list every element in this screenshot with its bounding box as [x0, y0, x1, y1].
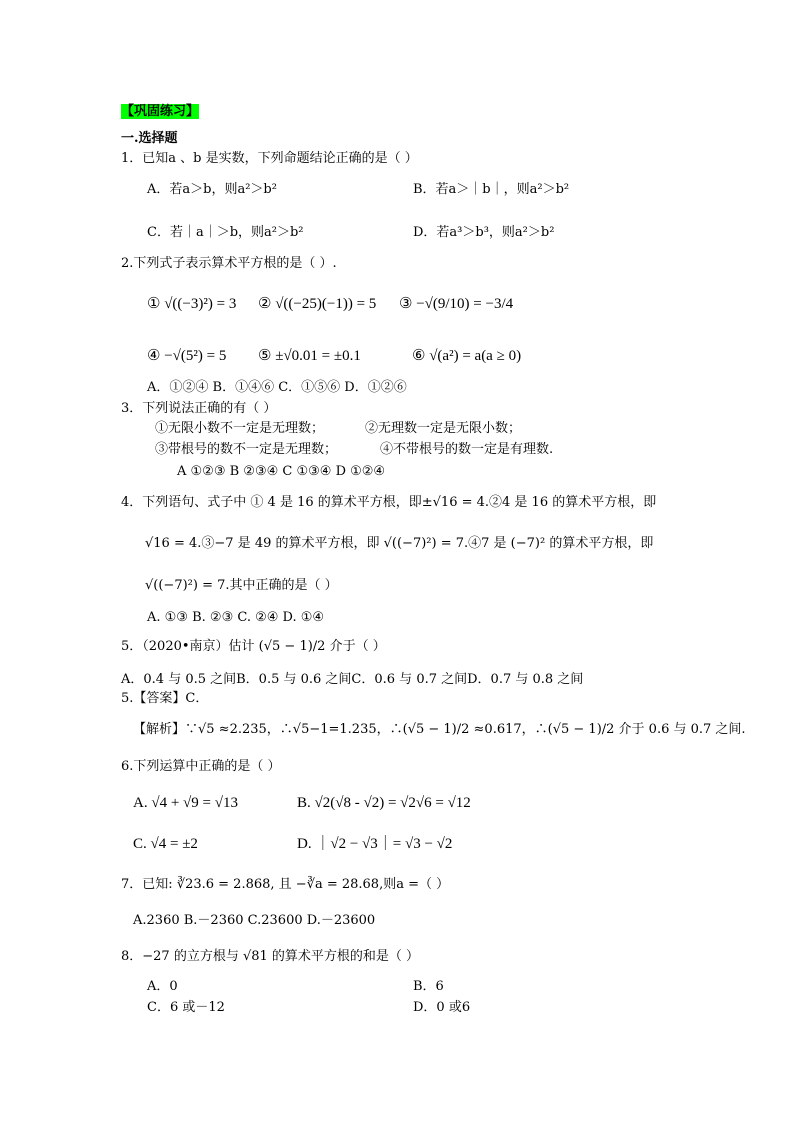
q4-options: A. ①③ B. ②③ C. ②④ D. ①④ — [147, 610, 325, 625]
q6-option-b: B. √2(√8 - √2) = √2√6 = √12 — [297, 795, 471, 811]
q5-analysis: 【解析】∵√5 ≈2.235，∴√5−1=1.235，∴(√5 − 1)/2 ≈0.617，∴(√5 − 1)/2 介于 0.6 与 0.7 之间. — [133, 722, 746, 737]
q1-option-a: A．若a＞b，则a²＞b² — [147, 182, 277, 197]
q8-option-a: A．0 — [147, 979, 178, 994]
q8-option-d: D．0 或6 — [413, 1000, 471, 1015]
q2-expr-1: ① √((−3)²) = 3 — [147, 296, 237, 312]
q4-line-2: √16 = 4.③−7 是 49 的算术平方根，即 √((−7)²) = 7.④7 是 (−7)² 的算术平方根，即 — [145, 536, 654, 551]
q1-option-d: D．若a³＞b³，则a²＞b² — [413, 225, 555, 240]
q2-expr-3: ③ −√(9/10) = −3/4 — [399, 296, 514, 312]
q2-stem: 2.下列式子表示算术平方根的是（ ）. — [121, 256, 337, 271]
section-heading: 【巩固练习】 — [121, 104, 200, 119]
q8-option-c: C．6 或－12 — [147, 1000, 225, 1015]
q2-expr-6: ⑥ √(a²) = a(a ≥ 0) — [412, 348, 522, 364]
q5-answer: 5.【答案】C． — [121, 691, 209, 706]
q4-line-1: 4．下列语句、式子中 ① 4 是 16 的算术平方根，即±√16 = 4.②4 是 16 的算术平方根，即 — [121, 495, 657, 510]
q7-stem: 7．已知: ∛23.6 = 2.868, 且 −∛a = 28.68,则a =（ ） — [121, 877, 450, 892]
q1-option-b: B．若a＞｜b｜，则a²＞b² — [413, 182, 570, 197]
q2-options: A．①②④ B．①④⑥ C．①⑤⑥ D．①②⑥ — [147, 380, 407, 395]
q6-option-a: A. √4 + √9 = √13 — [133, 795, 238, 811]
q2-expr-2: ② √((−25)(−1)) = 5 — [258, 296, 377, 312]
part-heading: 一.选择题 — [121, 131, 178, 146]
q3-options: A ①②③ B ②③④ C ①③④ D ①②④ — [177, 464, 386, 479]
q5-stem: 5．（2020•南京）估计 (√5 − 1)/2 介于（ ） — [121, 639, 386, 654]
q8-option-b: B．6 — [413, 979, 444, 994]
q3-statement-1: ①无限小数不一定是无理数； — [155, 421, 325, 436]
q6-stem: 6.下列运算中正确的是（ ） — [121, 759, 281, 774]
q1-stem: 1．已知a 、b 是实数，下列命题结论正确的是（ ） — [121, 151, 418, 166]
q2-expr-4: ④ −√(5²) = 5 — [147, 348, 227, 364]
q8-stem: 8．−27 的立方根与 √81 的算术平方根的和是（ ） — [121, 949, 420, 964]
q6-option-d: D. ｜√2 − √3｜= √3 − √2 — [297, 836, 453, 852]
q6-option-c: C. √4 = ±2 — [133, 836, 198, 852]
q3-statement-2: ②无理数一定是无限小数； — [365, 421, 522, 436]
q1-option-c: C．若｜a｜＞b，则a²＞b² — [147, 225, 304, 240]
q5-options: A．0.4 与 0.5 之间B．0.5 与 0.6 之间C．0.6 与 0.7 之间D．0.7 与 0.8 之间 — [121, 672, 584, 687]
q3-stem: 3．下列说法正确的有（ ） — [121, 401, 277, 416]
q7-options: A.2360 B.－2360 C.23600 D.－23600 — [133, 913, 376, 928]
q2-expr-5: ⑤ ±√0.01 = ±0.1 — [258, 348, 361, 364]
q4-line-3: √((−7)²) = 7.其中正确的是（ ） — [145, 578, 338, 593]
q3-statement-4: ④不带根号的数一定是有理数. — [380, 442, 554, 457]
q3-statement-3: ③带根号的数不一定是无理数； — [155, 442, 338, 457]
